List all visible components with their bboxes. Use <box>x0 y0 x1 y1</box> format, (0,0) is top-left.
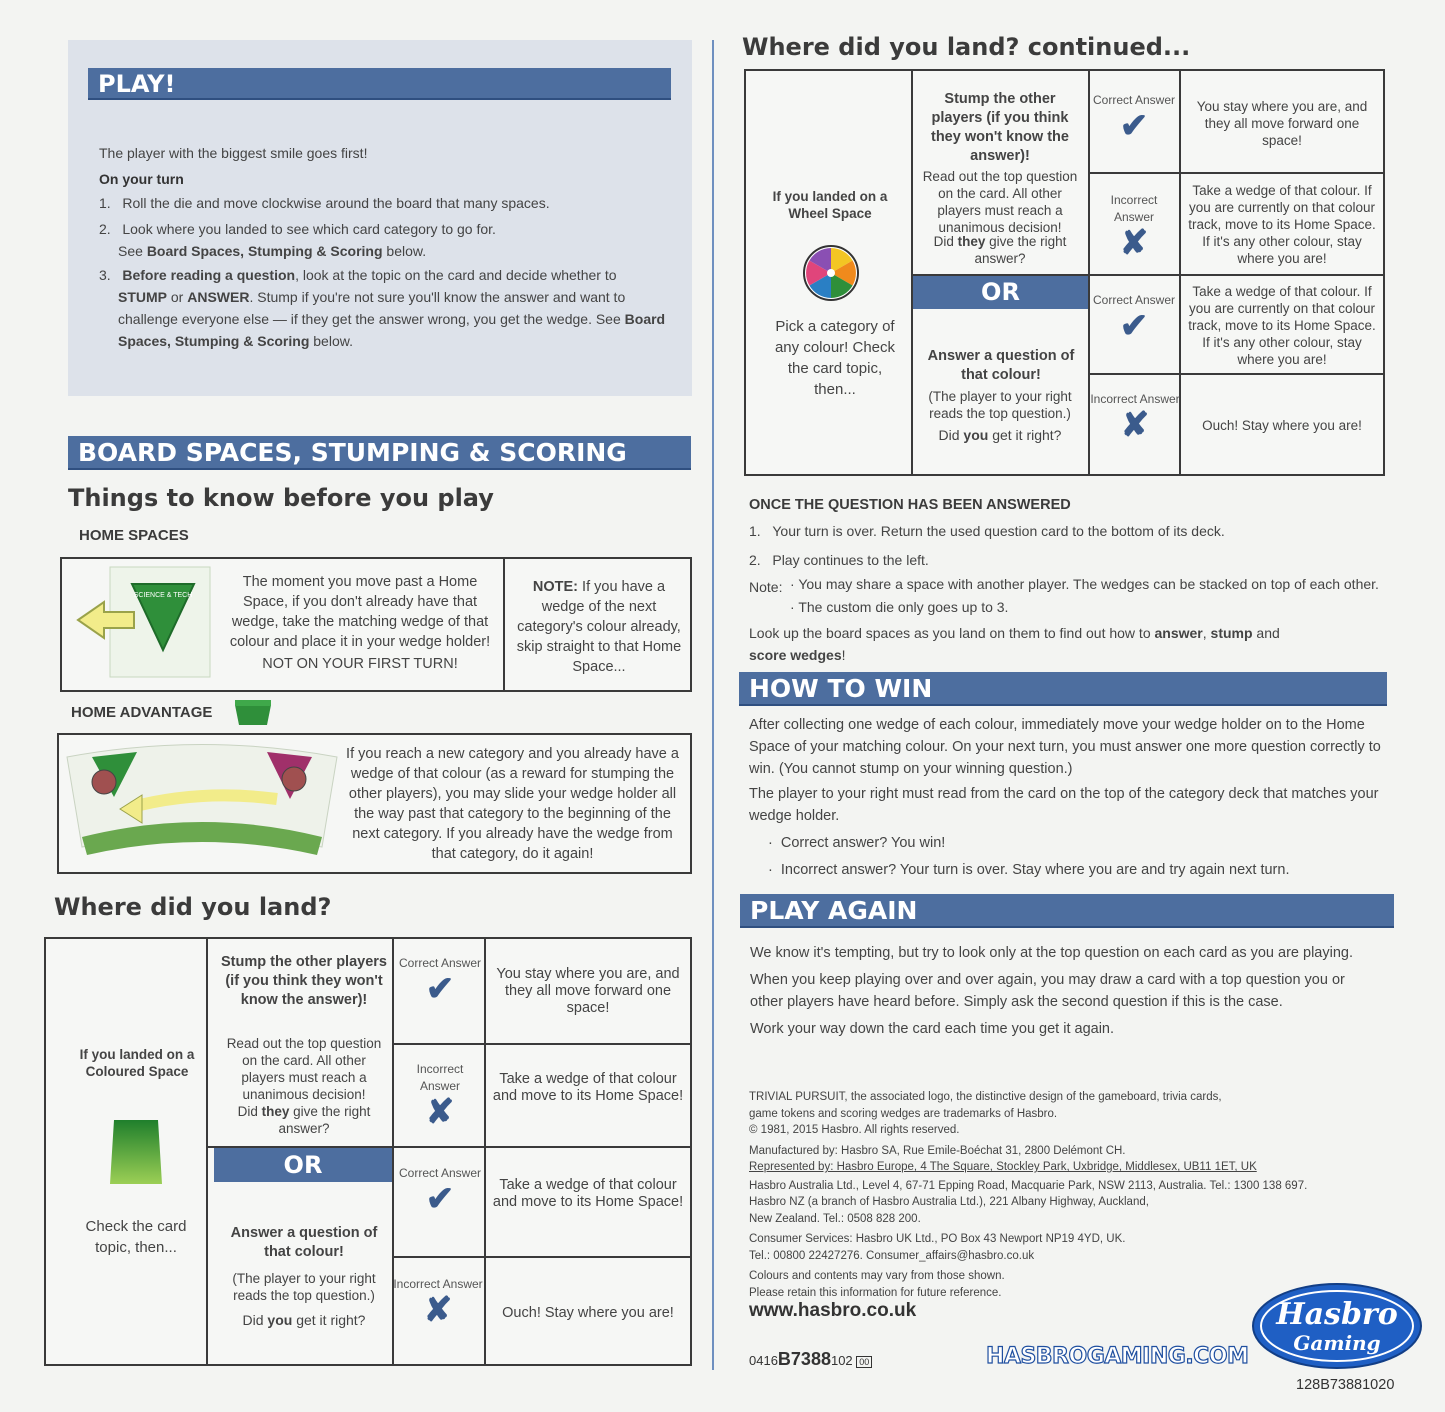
play-banner: PLAY! <box>88 68 671 100</box>
win-bullet-2-text: Incorrect answer? Your turn is over. Stay where you are and try again next turn. <box>780 862 1290 878</box>
barcode-number: 128B73881020 <box>1296 1377 1395 1393</box>
answer-q-b: you <box>963 427 989 443</box>
correct-answer-1 <box>396 955 484 1006</box>
table-divider <box>1088 172 1385 174</box>
stump-q-c: give the right answer? <box>974 234 1067 266</box>
how-to-win-p2: The player to your right must read from the card on the top of the category deck that matches your wedge holder. <box>749 786 1379 824</box>
table-divider <box>484 937 486 1366</box>
note-label: NOTE: <box>532 579 579 595</box>
incorrect-answer-3 <box>1090 192 1178 260</box>
legal-line: game tokens and scoring wedges are trademarks of Hasbro. <box>749 1107 1058 1120</box>
hasbro-gaming-logo <box>1250 1282 1425 1372</box>
lookup-score: score wedges <box>749 647 842 663</box>
legal-line: Tel.: 00800 22427276. Consumer_affairs@hasbro.co.uk <box>749 1249 1035 1262</box>
answer-text: (The player to your right reads the top question.) <box>232 1271 376 1303</box>
step-2-text: Look where you landed to see which card category to go for. <box>122 221 496 237</box>
win-bullet-1-text: Correct answer? You win! <box>780 835 946 851</box>
play-again-p2: When you keep playing over and over again, you may draw a card with a top question you or other players have heard before. Simply ask the second question if this is the case. <box>750 972 1345 1010</box>
code-box: 00 <box>856 1356 872 1368</box>
lookup-stump: stump <box>1210 625 1253 641</box>
answered-note-label: Note: <box>749 579 783 595</box>
step-3-board: Board <box>624 311 666 327</box>
step-3-answer: ANSWER <box>187 289 250 305</box>
lookup-text <box>749 622 1369 666</box>
wheel-outcome-4: Ouch! Stay where you are! <box>1202 418 1362 433</box>
home-spaces-divider <box>503 557 505 692</box>
check-icon: ✔ <box>425 1180 455 1218</box>
wheel-outcome-2: Take a wedge of that colour. If you are currently on that colour track, move to its Home Space. If it's any other colour, stay where you are! <box>1188 183 1376 266</box>
wheel-outcome-1: You stay where you are, and they all move forward one space! <box>1196 99 1368 148</box>
wheel-space-icon <box>802 244 860 302</box>
wheel-space-label: If you landed on a Wheel Space <box>772 189 888 221</box>
once-answered-heading: ONCE THE QUESTION HAS BEEN ANSWERED <box>749 497 1071 513</box>
answered-item-2 <box>749 549 929 571</box>
correct-answer-3 <box>1090 92 1178 143</box>
outcome-2: Take a wedge of that colour and move to its Home Space! <box>492 1071 684 1104</box>
stump-q-c: give the right answer? <box>278 1104 371 1136</box>
answer-q-c: get it right? <box>988 427 1062 443</box>
incorrect-label: Incorrect Answer <box>1110 193 1158 224</box>
check-icon: ✔ <box>1119 107 1149 145</box>
home-spaces-text: The moment you move past a Home Space, if you don't already have that wedge, take the matching wedge of that colour and place it in your wedge holder! <box>229 574 491 650</box>
legal-line: Consumer Services: Hasbro UK Ltd., PO Box 43 Newport NP19 4YD, UK. <box>749 1233 1126 1245</box>
stump-q-b: they <box>261 1104 290 1119</box>
play-intro: The player with the biggest smile goes first! <box>99 145 368 161</box>
step-2-see <box>118 240 426 262</box>
table-divider <box>392 1256 692 1258</box>
step-2-num: 2. <box>99 221 111 237</box>
column-divider <box>712 40 714 1370</box>
incorrect-label: Incorrect Answer <box>393 1277 483 1291</box>
answer-q-a: Did <box>938 427 964 443</box>
pick-category-text: Pick a category of any colour! Check the card topic, then... <box>774 318 896 398</box>
answered-note-2-text: The custom die only goes up to 3. <box>798 599 1009 615</box>
lookup-g: ! <box>841 647 846 663</box>
step-3-bold: Before reading a question <box>122 267 296 283</box>
logo-bottom-text: Gaming <box>1293 1331 1381 1355</box>
answered-note-2: · The custom die only goes up to 3. <box>790 599 1009 615</box>
lookup-answer: answer <box>1154 625 1203 641</box>
how-to-win-p1: After collecting one wedge of each colour, immediately move your wedge holder on to the Home Space of your matching colour. On your next turn, you must answer one more question correctly to win. (You cannot stump on your winning question.) <box>749 717 1381 777</box>
correct-label: Correct Answer <box>398 956 482 970</box>
step-3-num: 3. <box>99 267 111 283</box>
home-advantage-label: HOME ADVANTAGE <box>71 704 213 721</box>
stump-title-cont: Stump the other players (if you think they won't know the answer)! <box>931 91 1069 164</box>
incorrect-label: Incorrect Answer <box>1090 392 1180 406</box>
win-bullet-2: · Incorrect answer? Your turn is over. Stay where you are and try again next turn. <box>768 862 1290 878</box>
check-icon: ✔ <box>425 970 455 1008</box>
answered-note-1-text: You may share a space with another player. The wedges can be stacked on top of each other. <box>798 576 1379 592</box>
answer-q-b: you <box>267 1312 293 1328</box>
code-bold: B7388 <box>777 1349 831 1369</box>
logo-top-text: Hasbro <box>1276 1297 1398 1332</box>
on-your-turn-label: On your turn <box>99 171 184 187</box>
stump-q-a: Did <box>933 234 958 249</box>
legal-line: © 1981, 2015 Hasbro. All rights reserved. <box>749 1124 960 1136</box>
legal-line: Please retain this information for future reference. <box>749 1286 1002 1299</box>
stump-question-cont <box>917 233 1083 267</box>
correct-answer-4 <box>1090 292 1178 343</box>
answered-item-1 <box>749 520 1225 542</box>
where-land-continued-heading: Where did you land? continued... <box>742 33 1191 61</box>
step-2-see-below: below. <box>382 243 427 259</box>
answered-text-2: Play continues to the left. <box>772 552 929 568</box>
coloured-space-icon <box>106 1112 166 1188</box>
cross-icon: ✘ <box>425 1093 455 1131</box>
legal-line: Hasbro NZ (a branch of Hasbro Australia Ltd.), 221 Albany Highway, Auckland, <box>749 1196 1149 1208</box>
code-prefix: 0416 <box>749 1353 778 1368</box>
incorrect-answer-1 <box>396 1061 484 1129</box>
cross-icon: ✘ <box>1120 406 1150 444</box>
legal-text <box>749 1089 1349 1301</box>
correct-label: Correct Answer <box>1092 293 1176 307</box>
note-body: If you have a wedge of the next category's colour already, skip straight to that Home Space... <box>516 579 682 675</box>
legal-line: TRIVIAL PURSUIT, the associated logo, the distinctive design of the gameboard, trivia cards, <box>749 1091 1222 1103</box>
step-3-or: or <box>167 289 188 305</box>
table-divider <box>392 1043 692 1045</box>
outcome-4: Ouch! Stay where you are! <box>502 1305 674 1321</box>
play-again-p3: Work your way down the card each time you get it again. <box>750 1021 1115 1037</box>
answered-num-1: 1. <box>749 523 761 539</box>
play-again-banner: PLAY AGAIN <box>740 894 1394 928</box>
correct-label: Correct Answer <box>1092 93 1176 107</box>
note-text <box>510 577 688 677</box>
table-divider <box>206 937 208 1366</box>
step-3-spaces: Spaces, Stumping & Scoring <box>118 333 310 349</box>
stump-title: Stump the other players (if you think they won't know the answer)! <box>221 954 387 1008</box>
wedge-holder-icon <box>233 697 273 727</box>
cross-icon: ✘ <box>423 1291 453 1329</box>
incorrect-label: Incorrect Answer <box>416 1062 464 1093</box>
product-code <box>749 1349 872 1370</box>
board-spaces-banner: BOARD SPACES, STUMPING & SCORING <box>68 436 691 470</box>
legal-line: New Zealand. Tel.: 0508 828 200. <box>749 1212 921 1225</box>
correct-answer-2 <box>396 1165 484 1216</box>
step-1 <box>99 192 550 214</box>
incorrect-answer-4 <box>1090 391 1180 442</box>
or-bar: OR <box>214 1148 392 1182</box>
stump-q-a: Did <box>237 1104 262 1119</box>
step-3-stump: STUMP <box>118 289 167 305</box>
outcome-3: Take a wedge of that colour and move to its Home Space! <box>492 1177 684 1210</box>
lookup-c: , <box>1202 625 1211 641</box>
legal-line: Hasbro Australia Ltd., Level 4, 67-71 Epping Road, Macquarie Park, NSW 2113, Australia. Tel.: 1300 138 697. <box>749 1179 1308 1192</box>
answer-text-cont: (The player to your right reads the top question.) <box>928 389 1072 421</box>
not-first-turn: NOT ON YOUR FIRST TURN! <box>262 656 458 672</box>
stump-question <box>220 1103 388 1137</box>
cross-icon: ✘ <box>1119 224 1149 262</box>
answer-title: Answer a question of that colour! <box>230 1225 378 1260</box>
where-land-heading: Where did you land? <box>54 893 332 921</box>
legal-line: Manufactured by: Hasbro SA, Rue Emile-Boéchat 31, 2800 Delémont CH. <box>749 1144 1126 1157</box>
answered-note-1: · You may share a space with another player. The wedges can be stacked on top of each other. <box>790 576 1379 592</box>
play-again-p1: We know it's tempting, but try to look only at the top question on each card as you are playing. <box>750 945 1353 961</box>
step-1-text: Roll the die and move clockwise around the board that many spaces. <box>122 195 550 211</box>
answer-question <box>220 1312 388 1329</box>
table-divider <box>1088 373 1385 375</box>
step-3-rest: , look at the topic on the card and decide whether to <box>295 267 617 283</box>
answer-title-cont: Answer a question of that colour! <box>927 348 1075 383</box>
table-divider <box>911 69 913 476</box>
check-topic-text: Check the card topic, then... <box>85 1218 187 1256</box>
step-2 <box>99 218 496 240</box>
step-1-num: 1. <box>99 195 111 211</box>
stump-text: Read out the top question on the card. All other players must reach a unanimous decision! <box>226 1036 382 1102</box>
legal-line: Colours and contents may vary from those shown. <box>749 1270 1005 1282</box>
home-advantage-text: If you reach a new category and you already have a wedge of that colour (as a reward for stumping the other players), you may slide your wedge holder all the way past that category to the beginning of the next category. If you already have the wedge from that category, do it again! <box>346 746 679 862</box>
code-suffix: 102 <box>830 1353 853 1368</box>
lookup-e: and <box>1252 625 1280 641</box>
step-3-line3: challenge everyone else — if they get the answer wrong, you get the wedge. See <box>118 311 625 327</box>
stump-text-cont: Read out the top question on the card. All other players must reach a unanimous decision! <box>922 169 1078 235</box>
win-bullet-1: · Correct answer? You win! <box>768 835 946 851</box>
check-icon: ✔ <box>1119 307 1149 345</box>
outcome-1: You stay where you are, and they all move forward one space! <box>496 966 680 1016</box>
home-spaces-label: HOME SPACES <box>79 527 189 544</box>
step-3 <box>99 264 679 352</box>
answer-question-cont <box>917 427 1083 444</box>
lookup-a: Look up the board spaces as you land on them to find out how to <box>749 625 1155 641</box>
incorrect-answer-2 <box>392 1276 484 1327</box>
things-to-know-heading: Things to know before you play <box>68 484 494 512</box>
answer-q-c: get it right? <box>292 1312 366 1328</box>
website-link[interactable]: www.hasbro.co.uk <box>749 1300 917 1321</box>
answer-q-a: Did <box>242 1312 268 1328</box>
correct-label: Correct Answer <box>398 1166 482 1180</box>
how-to-win-banner: HOW TO WIN <box>739 672 1387 706</box>
wheel-outcome-3: Take a wedge of that colour. If you are currently on that colour track, move to its Home Space. If it's any other colour, stay where you are! <box>1188 284 1376 367</box>
step-3-line2: . Stump if you're not sure you'll know the answer and want to <box>249 289 626 305</box>
legal-line: Represented by: Hasbro Europe, 4 The Square, Stockley Park, Uxbridge, Middlesex, UB11 1ET, UK <box>749 1161 1257 1173</box>
or-bar-cont: OR <box>913 276 1088 309</box>
answered-text-1: Your turn is over. Return the used question card to the bottom of its deck. <box>772 523 1225 539</box>
home-wedge-label: SCIENCE & TECH <box>133 592 193 599</box>
hasbro-gaming-url[interactable]: HASBROGAMING.COM <box>986 1344 1249 1369</box>
stump-q-b: they <box>957 234 986 249</box>
coloured-space-label: If you landed on a Coloured Space <box>79 1047 195 1079</box>
step-2-see-bold: Board Spaces, Stumping & Scoring <box>146 243 383 259</box>
home-space-illustration <box>70 562 220 682</box>
answered-num-2: 2. <box>749 552 761 568</box>
home-advantage-illustration <box>62 737 342 869</box>
step-2-see-label: See <box>118 243 147 259</box>
step-3-below: below. <box>309 333 353 349</box>
